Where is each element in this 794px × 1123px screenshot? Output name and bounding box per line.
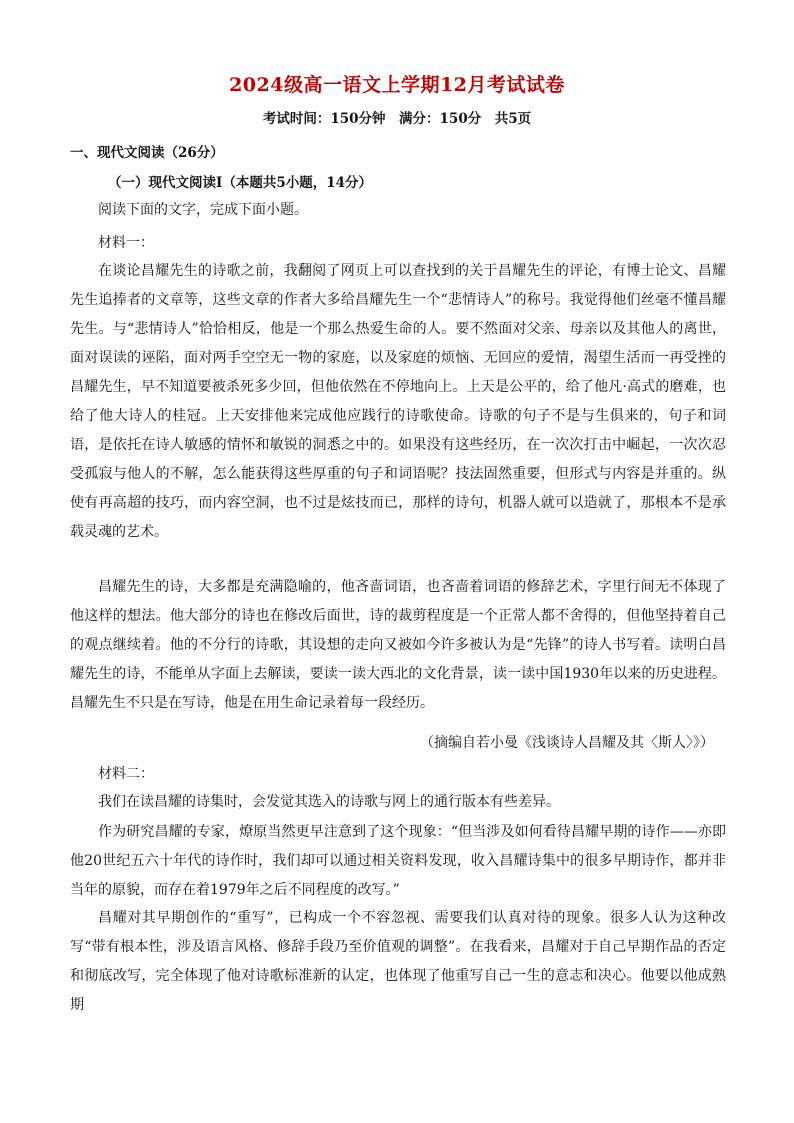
material-two-label: 材料二： <box>98 766 154 782</box>
instruction-text: 阅读下面的文字，完成下面小题。 <box>98 202 308 218</box>
material-two-paragraph-1: 我们在读昌耀的诗集时，会发觉其选入的诗歌与网上的通行版本有些差异。 <box>98 794 560 810</box>
material-one-label: 材料一： <box>98 235 154 251</box>
section-heading: 一、现代文阅读（26分） <box>70 145 224 161</box>
exam-info: 考试时间：150分钟 满分：150分 共5页 <box>262 111 532 127</box>
material-two-paragraph-2: 作为研究昌耀的专家，燎原当然更早注意到了这个现象：“但当涉及如何看待昌耀早期的诗作——亦即他20世纪五六十年代的诗作时，我们却可以通过相关资料发现，收入昌耀诗集中的很多早期诗作，都并非当年的原貌，而存在着1979年之后不同程度的改写。” <box>70 824 726 898</box>
subsection-heading: （一）现代文阅读Ⅰ（本题共5小题，14分） <box>108 175 372 191</box>
material-one-paragraph-1: 在谈论昌耀先生的诗歌之前，我翻阅了网页上可以查找到的关于昌耀先生的评论，有博士论文、昌耀先生追捧者的文章等，这些文章的作者大多给昌耀先生一个“悲情诗人”的称号。我觉得他们丝毫不懂昌耀先生。与“悲情诗人”恰恰相反，他是一个那么热爱生命的人。要不然面对父亲、母亲以及其他人的离世，面对误读的诬陷，面对两手空空无一物的家庭，以及家庭的烦恼、无回应的爱情，渴望生活而一再受挫的昌耀先生，早不知道要被杀死多少回，但他依然在不停地向上。上天是公平的，给了他凡·高式的磨难，也给了他大诗人的桂冠。上天安排他来完成他应践行的诗歌使命。诗歌的句子不是与生俱来的，句子和词语，是依托在诗人敏感的情怀和敏锐的洞悉之中的。如果没有这些经历，在一次次打击中崛起，一次次忍受孤寂与他人的不解，怎么能获得这些厚重的句子和词语呢？技法固然重要，但形式与内容是并重的。纵使有再高超的技巧，而内容空洞，也不过是炫技而已，那样的诗句，机器人就可以造就了，那根本不是承载灵魂的艺术。 <box>70 263 726 540</box>
material-one-paragraph-2: 昌耀先生的诗，大多都是充满隐喻的，他吝啬词语，也吝啬着词语的修辞艺术，字里行间无不体现了他这样的想法。他大部分的诗也在修改后面世，诗的裁剪程度是一个正常人都不舍得的，但他坚持着自己的观点继续着。他的不分行的诗歌，其设想的走向又被如今许多被认为是“先锋”的诗人书写着。读明白昌耀先生的诗，不能单从字面上去解读，要读一读大西北的文化背景，读一读中国1930年以来的历史进程。昌耀先生不只是在写诗，他是在用生命记录着每一段经历。 <box>70 579 726 711</box>
exam-title: 2024级高一语文上学期12月考试试卷 <box>229 74 565 96</box>
material-one-source: （摘编自若小曼《浅谈诗人昌耀及其〈斯人〉》） <box>420 735 714 751</box>
material-two-paragraph-3: 昌耀对其早期创作的“重写”，已构成一个不容忽视、需要我们认真对待的现象。很多人认为这种改写“带有根本性，涉及语言风格、修辞手段乃至价值观的调整”。在我看来，昌耀对于自己早期作品的否定和彻底改写，完全体现了他对诗歌标准新的认定，也体现了他重写自己一生的意志和决心。他要以他成熟期 <box>70 910 726 1013</box>
